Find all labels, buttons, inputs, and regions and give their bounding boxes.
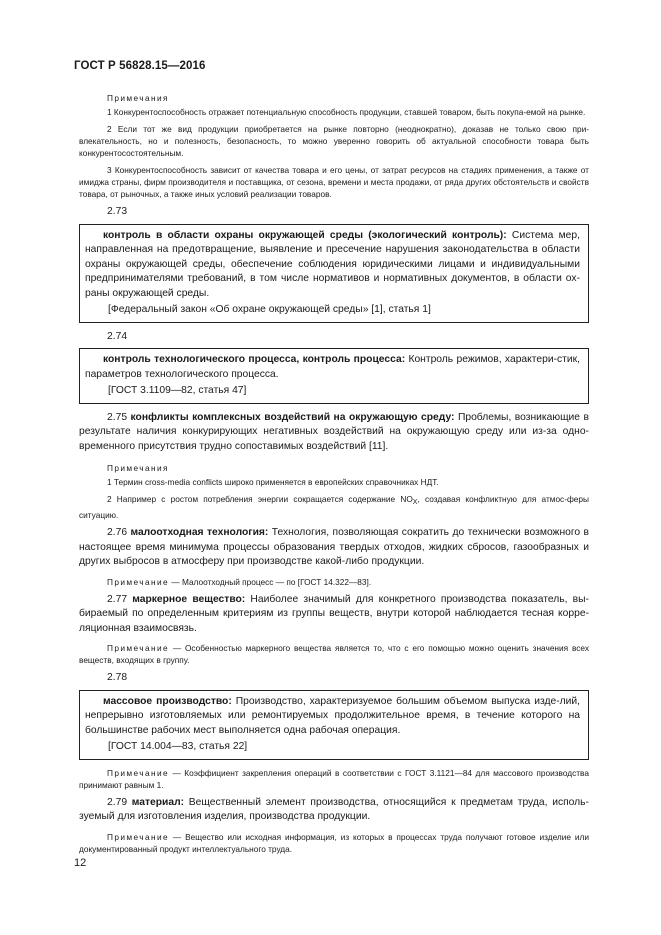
term-note: Примечание — Малоотходный процесс — по [ГОСТ 14.322—83]. bbox=[107, 576, 372, 587]
term-source: [Федеральный закон «Об охране окружающей среды» [1], статья 1] bbox=[108, 304, 431, 315]
term-2-79: 2.79 материал: Вещественный элемент производства, относящийся к предметам труда, исполь-зуемый для изготовления изделия, производства продукции. bbox=[79, 796, 589, 822]
note-item: 2 Если тот же вид продукции приобретается на рынке повторно (неоднократно), доказав не только свою при-влекательность, но и полезность, безопасность, то можно уверенно говорить об актуальной способности товара быть конкурентосостоятельным. bbox=[79, 124, 589, 158]
note-item: 2 Например с ростом потребления энергии сокращается содержание $NO_X$, создавая конфликтную для атмос-феры ситуацию. bbox=[79, 494, 589, 520]
term-definition: контроль в области охраны окружающей среды (экологический контроль): Система мер, направленная на предотвращение, выявление и пресечение нарушения законодательства в области охраны окружающей среды, обеспечение соблюдения юридическими лицами и индивидуальными предпринимателями требований, в том числе нормативов и нормативных документов, в области ох-раны окружающей среды. bbox=[85, 229, 580, 299]
note-item: 3 Конкурентоспособность зависит от качества товара и его цены, от затрат ресурсов на стадиях применения, а также от имиджа страны, фирм производителя и поставщика, от сезона, времени и места продажи, от ряда других обстоятельств и свойств товара, от рыночных, а также иных условий реализации товаров. bbox=[79, 165, 589, 199]
term-note: Примечание — Коэффициент закрепления операций в соответствии с ГОСТ 3.1121—84 для массового производства принимают равным 1. bbox=[79, 767, 589, 790]
term-title: контроль технологического процесса, контроль процесса: bbox=[103, 354, 406, 365]
term-title: контроль в области охраны окружающей среды (экологический контроль): bbox=[103, 229, 507, 241]
term-2-77: 2.77 маркерное вещество: Наиболее значимый для конкретного производства показатель, вы-бираемый по определенным критериям из группы веществ, внутри которой наблюдается тесная корре-ляционная взаимосвязь. bbox=[79, 593, 589, 634]
term-box-2-74 bbox=[79, 348, 589, 404]
document-header: ГОСТ Р 56828.15—2016 bbox=[74, 60, 206, 72]
note-item: 1 Конкурентоспособность отражает потенциальную способность продукции, ставшей товаром, быть покупа-емой на рынке. bbox=[107, 107, 586, 117]
term-title: массовое производство: bbox=[103, 695, 232, 707]
notes-heading: Примечания bbox=[107, 93, 169, 103]
term-note: Примечание — Вещество или исходная информация, из которых в процессах труда получают готовое изделие или документированный продукт интеллектуального труда. bbox=[79, 831, 589, 854]
term-box-2-78 bbox=[79, 690, 589, 760]
term-2-76: 2.76 малоотходная технология: Технология, позволяющая сократить до технически возможного в настоящее время минимума процессы образования твердых отходов, жидких сбросов, газообразных и других выбросов в атмосферу при производстве какой-либо продукции. bbox=[79, 527, 589, 567]
term-title: малоотходная технология: bbox=[130, 527, 269, 538]
term-number: 2.74 bbox=[107, 330, 128, 342]
term-definition: массовое производство: Производство, характеризуемое большим объемом выпуска изде-лий, непрерывно изготовляемых или ремонтируемых продолжительное время, в течение которого на большинстве рабочих мест выполняется одна рабочая операция. bbox=[85, 695, 580, 736]
note-item: 1 Термин cross-media conflicts широко применяется в европейских справочниках НДТ. bbox=[107, 477, 439, 487]
term-source: [ГОСТ 14.004—83, статья 22] bbox=[108, 741, 248, 752]
term-definition: контроль технологического процесса, контроль процесса: Контроль режимов, характери-стик, параметров технологического процесса. bbox=[85, 354, 580, 380]
notes-heading: Примечания bbox=[107, 463, 169, 473]
term-source: [ГОСТ 3.1109—82, статья 47] bbox=[108, 385, 247, 396]
page-content bbox=[79, 92, 589, 860]
term-number: 2.73 bbox=[107, 206, 128, 217]
term-note: Примечание — Особенностью маркерного вещества является то, что с его помощью можно оценить значения всех веществ, входящих в группу. bbox=[79, 643, 589, 665]
term-title: материал: bbox=[131, 796, 185, 808]
term-2-75: 2.75 конфликты комплексных воздействий на окружающую среду: Проблемы, возникающие в результате наличия конкурирующих негативных воздействий на окружающую среду или из-за одно-временного присутствия трудно сопоставимых воздействий [11]. bbox=[79, 411, 589, 452]
term-box-2-73 bbox=[79, 224, 589, 323]
term-number: 2.78 bbox=[107, 672, 128, 683]
term-title: конфликты комплексных воздействий на окружающую среду: bbox=[130, 411, 455, 423]
term-title: маркерное вещество: bbox=[132, 593, 246, 605]
page-number: 12 bbox=[74, 857, 87, 869]
